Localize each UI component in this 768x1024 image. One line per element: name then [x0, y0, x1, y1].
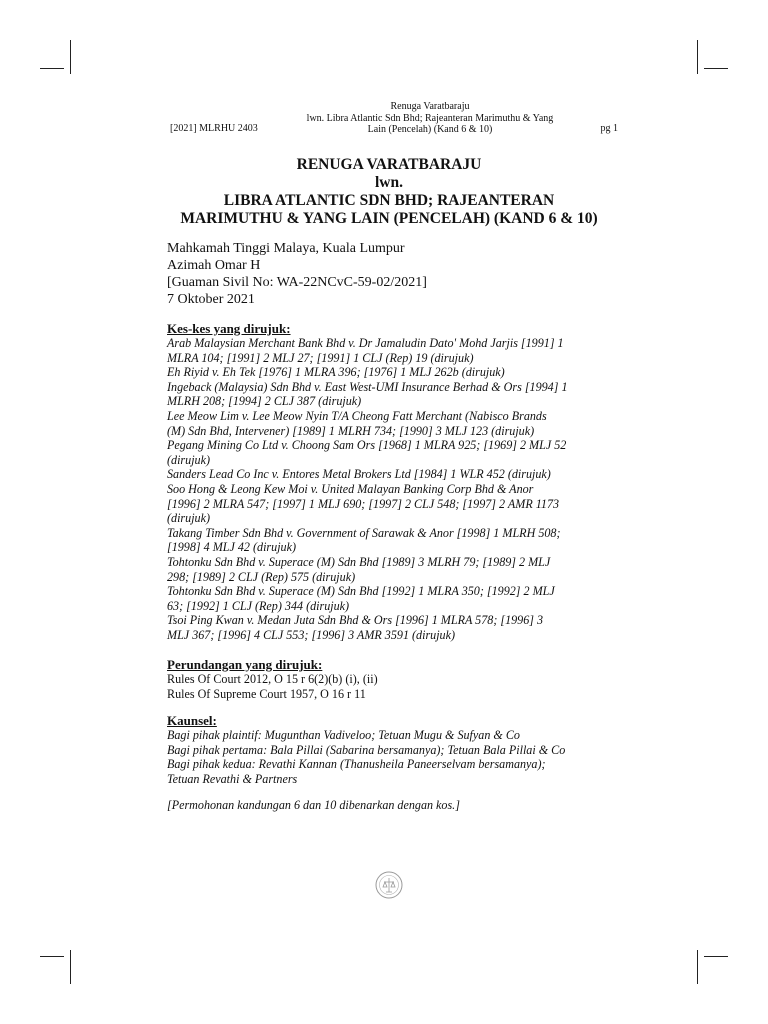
header-citation: [2021] MLRHU 2403 — [170, 123, 258, 134]
crop-mark-bottom-right-v — [697, 950, 698, 984]
case-title-line: RENUGA VARATBARAJU — [296, 156, 482, 173]
crop-mark-top-left-h — [40, 68, 64, 69]
case-line: Arab Malaysian Merchant Bank Bhd v. Dr Jamaludin Dato' Mohd Jarjis [1991] 1 — [167, 336, 564, 350]
case-line: Sanders Lead Co Inc v. Entores Metal Brokers Ltd [1984] 1 WLR 452 (dirujuk) — [167, 467, 551, 482]
result-note: [Permohonan kandungan 6 dan 10 dibenarkan dengan kos.] — [167, 798, 460, 812]
case-line: Tsoi Ping Kwan v. Medan Juta Sdn Bhd & Ors [1996] 1 MLRA 578; [1996] 3 — [167, 613, 544, 628]
case-line: [1996] 2 MLRA 547; [1997] 1 MLJ 690; [1997] 2 CLJ 548; [1997] 2 AMR 1173 — [167, 496, 560, 511]
counsel-line: Tetuan Revathi & Partners — [167, 771, 298, 786]
running-title-line: lwn. Libra Atlantic Sdn Bhd; Rajeanteran Marimuthu & Yang — [306, 112, 554, 124]
court-seal-icon — [374, 870, 404, 900]
counsel-line: Bagi pihak plaintif: Mugunthan Vadiveloo; Tetuan Mugu & Sufyan & Co — [167, 728, 520, 742]
case-title-line: lwn. — [375, 174, 403, 191]
case-line: MLRH 208; [1994] 2 CLJ 387 (dirujuk) — [167, 394, 362, 409]
counsel-heading: Kaunsel: — [167, 713, 217, 728]
cases-referred-section — [167, 322, 625, 642]
cases-referred-heading: Kes-kes yang dirujuk: — [167, 321, 291, 336]
crop-mark-bottom-left-h — [40, 956, 64, 957]
crop-mark-top-right-v — [697, 40, 698, 74]
case-title-line: MARIMUTHU & YANG LAIN (PENCELAH) (KAND 6 & 10) — [180, 210, 598, 227]
counsel-line: Bagi pihak pertama: Bala Pillai (Sabarina bersamanya); Tetuan Bala Pillai & Co — [167, 742, 566, 757]
case-title — [150, 156, 628, 228]
case-number: [Guaman Sivil No: WA-22NCvC-59-02/2021] — [167, 275, 427, 290]
legislation-line: Rules Of Supreme Court 1957, O 16 r 11 — [167, 686, 366, 701]
counsel-line: Bagi pihak kedua: Revathi Kannan (Thanusheila Paneerselvam bersamanya); — [167, 757, 546, 772]
case-line: MLRA 104; [1991] 2 MLJ 27; [1991] 1 CLJ (Rep) 19 (dirujuk) — [167, 350, 474, 365]
crop-mark-bottom-right-h — [704, 956, 728, 957]
case-line: (dirujuk) — [167, 511, 210, 526]
judgment-date: 7 Oktober 2021 — [167, 292, 255, 307]
case-line: Tohtonku Sdn Bhd v. Superace (M) Sdn Bhd [1992] 1 MLRA 350; [1992] 2 MLJ — [167, 584, 555, 599]
case-line: Soo Hong & Leong Kew Moi v. United Malayan Banking Corp Bhd & Anor — [167, 481, 534, 496]
case-line: Tohtonku Sdn Bhd v. Superace (M) Sdn Bhd [1989] 3 MLRH 79; [1989] 2 MLJ — [167, 554, 551, 569]
judge-name: Azimah Omar H — [167, 258, 261, 273]
case-line: Eh Riyid v. Eh Tek [1976] 1 MLRA 396; [1976] 1 MLJ 262b (dirujuk) — [167, 365, 505, 380]
case-line: (M) Sdn Bhd, Intervener) [1989] 1 MLRH 734; [1990] 3 MLJ 123 (dirujuk) — [167, 423, 535, 438]
case-line: [1998] 4 MLJ 42 (dirujuk) — [167, 540, 296, 555]
header-running-title — [280, 101, 580, 136]
case-line: (dirujuk) — [167, 452, 210, 467]
legislation-referred-section — [167, 658, 625, 701]
case-line: MLJ 367; [1996] 4 CLJ 553; [1996] 3 AMR 3591 (dirujuk) — [167, 627, 456, 642]
running-title-line: Renuga Varatbaraju — [390, 101, 470, 112]
court-name: Mahkamah Tinggi Malaya, Kuala Lumpur — [167, 241, 405, 256]
crop-mark-top-left-v — [70, 40, 71, 74]
running-title-line: Lain (Pencelah) (Kand 6 & 10) — [367, 124, 493, 135]
header-page-number: pg 1 — [600, 123, 618, 134]
case-line: Takang Timber Sdn Bhd v. Government of Sarawak & Anor [1998] 1 MLRH 508; — [167, 525, 561, 540]
legislation-referred-heading: Perundangan yang dirujuk: — [167, 657, 323, 672]
counsel-section — [167, 714, 625, 786]
case-line: 63; [1992] 1 CLJ (Rep) 344 (dirujuk) — [167, 598, 350, 613]
legislation-line: Rules Of Court 2012, O 15 r 6(2)(b) (i), (ii) — [167, 672, 378, 686]
case-line: 298; [1989] 2 CLJ (Rep) 575 (dirujuk) — [167, 569, 356, 584]
crop-mark-bottom-left-v — [70, 950, 71, 984]
court-info — [167, 240, 427, 308]
case-line: Lee Meow Lim v. Lee Meow Nyin T/A Cheong Fatt Merchant (Nabisco Brands — [167, 408, 547, 423]
crop-mark-top-right-h — [704, 68, 728, 69]
case-title-line: LIBRA ATLANTIC SDN BHD; RAJEANTERAN — [223, 192, 555, 209]
case-line: Pegang Mining Co Ltd v. Choong Sam Ors [1968] 1 MLRA 925; [1969] 2 MLJ 52 — [167, 438, 567, 453]
case-line: Ingeback (Malaysia) Sdn Bhd v. East West-UMI Insurance Berhad & Ors [1994] 1 — [167, 379, 568, 394]
